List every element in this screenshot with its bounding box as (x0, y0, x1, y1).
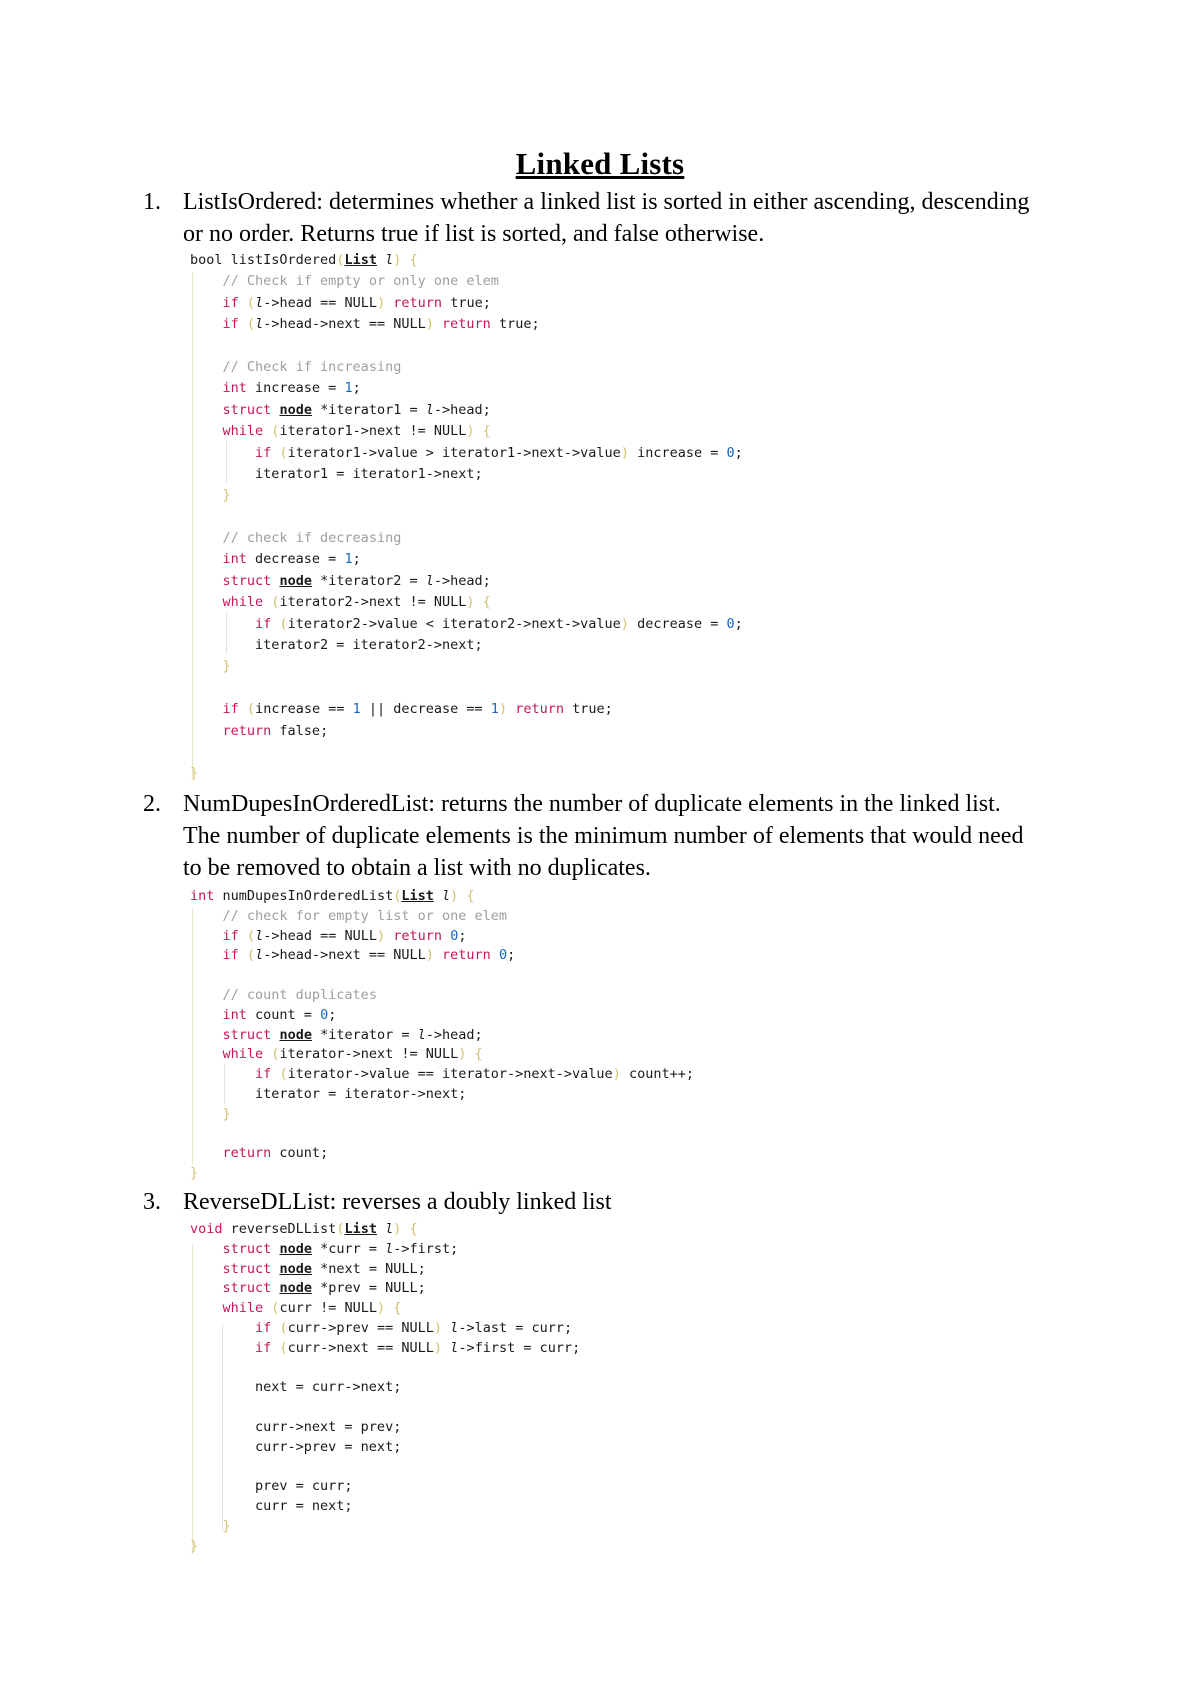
code-line: while (iterator1->next != NULL) { (222, 423, 491, 440)
code-line (190, 742, 743, 763)
code-line: int numDupesInOrderedList(List l) { (190, 888, 475, 904)
code-line (190, 1458, 580, 1478)
code-line: // check for empty list or one elem (222, 907, 507, 924)
code-line: // Check if increasing (222, 358, 402, 375)
item-text: ReverseDLList: reverses a doubly linked list (183, 1189, 612, 1215)
code-line: int decrease = 1; (222, 551, 361, 568)
code-line: if (l->head == NULL) return 0; (222, 927, 467, 944)
code-line: if (l->head->next == NULL) return 0; (222, 947, 516, 964)
code-line: } (222, 658, 231, 675)
code-line: prev = curr; (190, 1478, 353, 1495)
code-line: if (increase == 1 || decrease == 1) return true; (222, 701, 613, 718)
code-line: int count = 0; (222, 1006, 337, 1023)
code-line: next = curr->next; (190, 1379, 402, 1396)
code-line: return false; (222, 722, 329, 739)
code-line: } (190, 1165, 199, 1182)
item-number: 1. (143, 189, 161, 215)
code-line: if (iterator->value == iterator->next->value) count++; (255, 1066, 694, 1083)
item-number: 3. (143, 1189, 161, 1215)
code-line (190, 1125, 694, 1145)
code-line: } (222, 487, 231, 504)
code-line: struct node *prev = NULL; (222, 1280, 426, 1297)
list-item (143, 788, 1043, 884)
code-line: } (222, 1105, 231, 1122)
code-line: } (190, 765, 199, 782)
code-line (190, 966, 694, 986)
code-block (190, 887, 694, 1184)
code-line: if (l->head == NULL) return true; (222, 294, 491, 311)
code-line: } (190, 1537, 199, 1554)
code-line: int increase = 1; (222, 380, 361, 397)
code-line: struct node *next = NULL; (222, 1260, 426, 1277)
code-line: struct node *iterator2 = l->head; (222, 572, 491, 589)
code-line: // count duplicates (222, 986, 377, 1003)
code-line (190, 1398, 580, 1418)
code-line: void reverseDLList(List l) { (190, 1221, 418, 1237)
code-line: if (l->head->next == NULL) return true; (222, 316, 540, 333)
code-line (190, 336, 743, 357)
code-line (190, 1359, 580, 1379)
code-line: if (curr->next == NULL) l->first = curr; (255, 1339, 581, 1356)
code-line: if (curr->prev == NULL) l->last = curr; (255, 1319, 573, 1336)
code-line: while (iterator2->next != NULL) { (222, 594, 491, 611)
code-block (190, 250, 743, 785)
code-line: } (222, 1517, 231, 1534)
code-line: curr->next = prev; (190, 1418, 402, 1435)
code-line: bool listIsOrdered(List l) { (190, 252, 418, 268)
code-line: // check if decreasing (222, 530, 402, 547)
code-line: curr->prev = next; (190, 1438, 402, 1455)
code-line: struct node *curr = l->first; (222, 1240, 459, 1257)
code-line: while (curr != NULL) { (222, 1300, 402, 1317)
item-number: 2. (143, 791, 161, 817)
code-line: if (iterator1->value > iterator1->next->value) increase = 0; (255, 444, 743, 461)
code-line: while (iterator->next != NULL) { (222, 1046, 483, 1063)
item-text: NumDupesInOrderedList: returns the number of duplicate elements in the linked list. The number of duplicate elements is the minimum number of elements that would need to be removed to obtain a list with no duplicates. (183, 791, 1024, 881)
code-block (190, 1220, 580, 1557)
list-item (143, 1186, 1043, 1218)
list-item (143, 186, 1043, 250)
code-line: return count; (222, 1145, 329, 1162)
code-line: iterator2 = iterator2->next; (190, 637, 483, 654)
code-line: iterator = iterator->next; (190, 1085, 467, 1102)
code-line (190, 678, 743, 699)
code-line (190, 507, 743, 528)
item-text: ListIsOrdered: determines whether a linked list is sorted in either ascending, descending or no order. Returns true if list is sorted, and false otherwise. (183, 189, 1030, 247)
code-line: if (iterator2->value < iterator2->next->value) decrease = 0; (255, 615, 743, 632)
code-line: struct node *iterator1 = l->head; (222, 401, 491, 418)
code-line: // Check if empty or only one elem (222, 273, 499, 290)
code-line: curr = next; (190, 1498, 353, 1515)
code-line: iterator1 = iterator1->next; (190, 465, 483, 482)
code-line: struct node *iterator = l->head; (222, 1026, 483, 1043)
page-title: Linked Lists (515, 146, 685, 181)
